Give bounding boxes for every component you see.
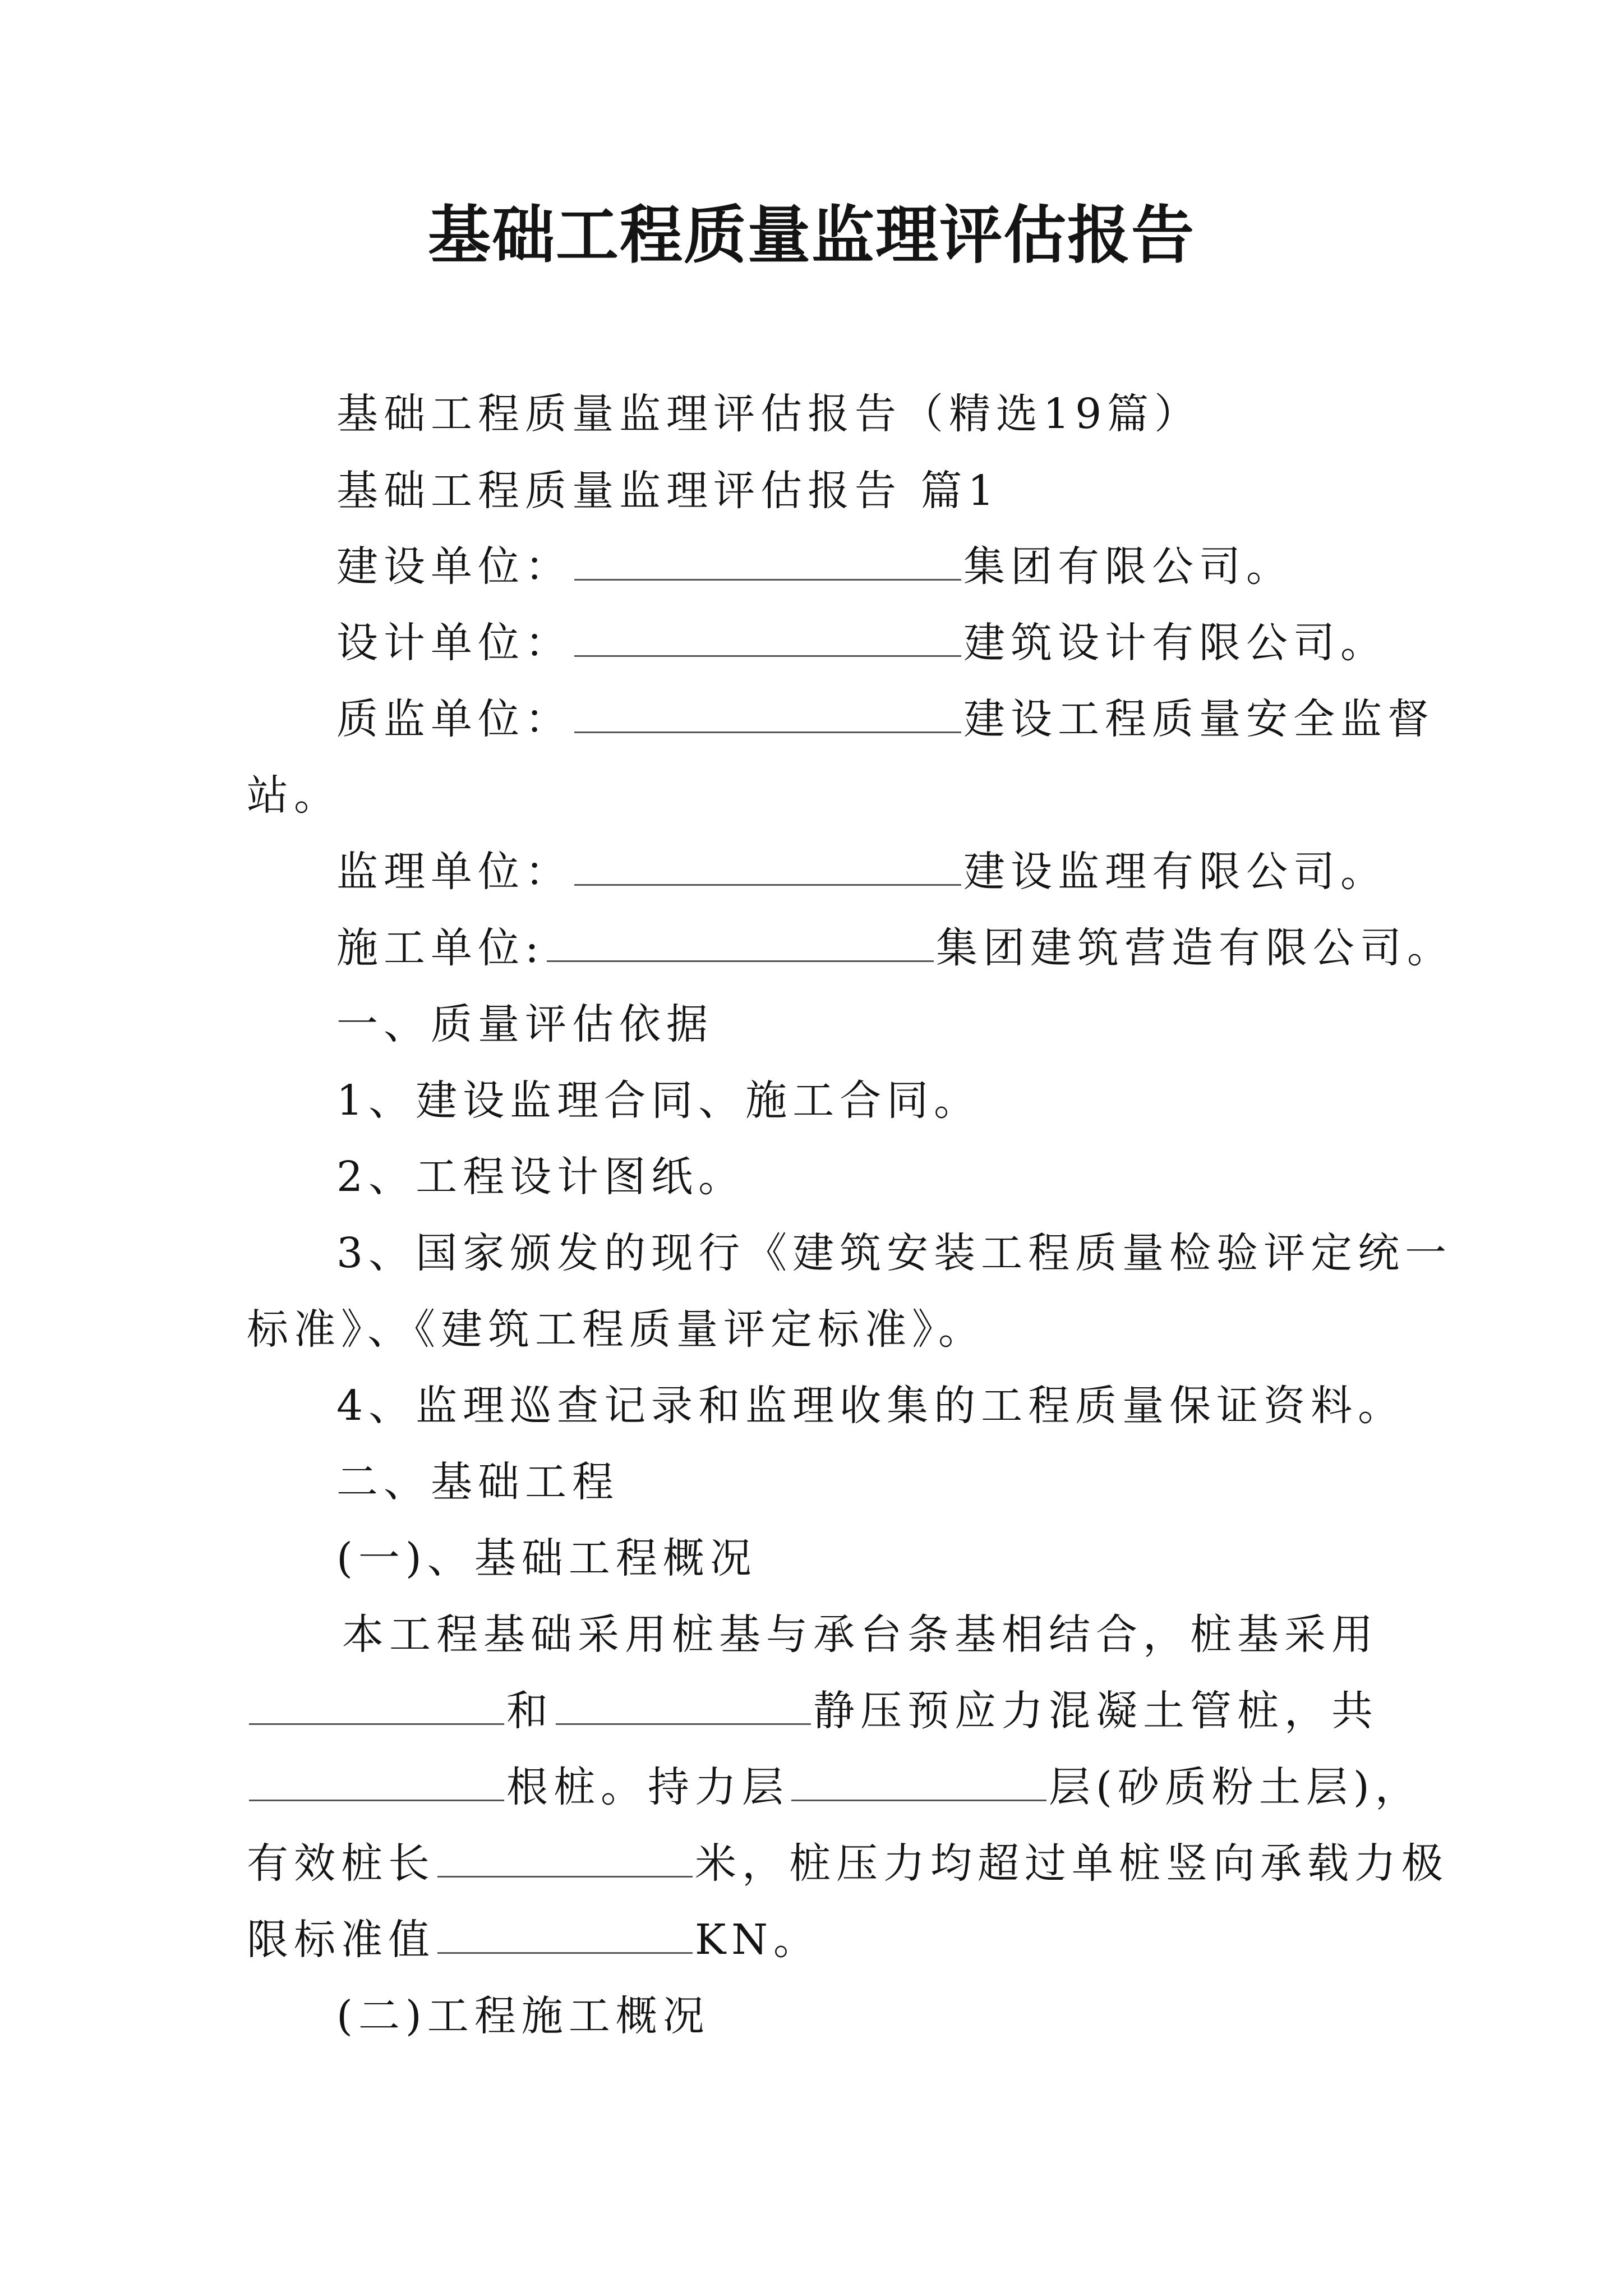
section1-item-1: 1、建设监理合同、施工合同。 [336,1076,981,1125]
contractor-unit-label: 施工单位: [336,924,545,972]
quality-supervision-unit-blank [574,697,961,733]
section2-sub1-heading: (一)、基础工程概况 [336,1534,757,1582]
document-title: 基础工程质量监理评估报告 [428,199,1195,272]
section1-item-2: 2、工程设计图纸。 [336,1153,746,1201]
section2-heading: 二、基础工程 [336,1458,619,1506]
construction-unit-suffix: 集团有限公司。 [963,542,1293,591]
overview-pile-length-text: 有效桩长 [247,1839,435,1888]
overview-kn-text: KN。 [695,1916,821,1964]
design-unit-suffix: 建筑设计有限公司。 [963,619,1387,667]
construction-unit-blank [574,544,961,581]
section2-sub2-heading: (二)工程施工概况 [336,1992,710,2040]
section1-item-3-wrap: 标准》、《建筑工程质量评定标准》。 [247,1305,985,1354]
pile-type-a-blank [249,1688,504,1725]
overview-bearing-layer-text: 根桩。持力层 [506,1763,789,1811]
overview-soil-text: 层(砂质粉土层)， [1049,1763,1422,1811]
piece-heading: 基础工程质量监理评估报告 篇1 [336,467,1000,515]
contractor-unit-line [336,921,1454,975]
quality-supervision-unit-suffix: 建设工程质量安全监督 [963,695,1435,743]
overview-line-2 [247,1684,1378,1738]
overview-line-3 [247,1760,1422,1814]
overview-pile-text: 静压预应力混凝土管桩，共 [813,1687,1378,1735]
overview-capacity-text: 米，桩压力均超过单桩竖向承载力极 [695,1839,1449,1888]
section1-item-4: 4、监理巡查记录和监理收集的工程质量保证资料。 [336,1382,1405,1430]
pile-type-b-blank [556,1688,811,1725]
quality-supervision-unit-label: 质监单位： [336,695,572,743]
construction-unit-label: 建设单位： [336,542,572,591]
design-unit-label: 设计单位： [336,619,572,667]
pile-length-blank [437,1841,693,1878]
section1-item-3: 3、国家颁发的现行《建筑安装工程质量检验评定统一 [336,1229,1453,1277]
supervision-unit-blank [574,849,961,886]
supervision-unit-suffix: 建设监理有限公司。 [963,848,1387,896]
subtitle: 基础工程质量监理评估报告（精选19篇） [336,390,1202,438]
section1-heading: 一、质量评估依据 [336,1000,713,1048]
construction-unit-line [336,540,1293,593]
contractor-unit-blank [547,926,934,962]
supervision-unit-label: 监理单位： [336,848,572,896]
quality-supervision-unit-line [336,692,1435,746]
supervision-unit-line [336,845,1387,899]
overview-standard-value-text: 限标准值 [247,1916,435,1964]
overview-line-4 [247,1837,1449,1890]
quality-supervision-unit-wrap: 站。 [247,771,341,820]
standard-value-blank [437,1917,693,1954]
pile-count-blank [249,1765,504,1801]
overview-and-text: 和 [506,1687,554,1735]
overview-line-1: 本工程基础采用桩基与承台条基相结合，桩基采用 [342,1611,1378,1659]
design-unit-line [336,616,1387,670]
contractor-unit-suffix: 集团建筑营造有限公司。 [935,924,1454,972]
overview-line-5 [247,1913,820,1967]
design-unit-blank [574,620,961,657]
bearing-layer-blank [791,1765,1046,1801]
